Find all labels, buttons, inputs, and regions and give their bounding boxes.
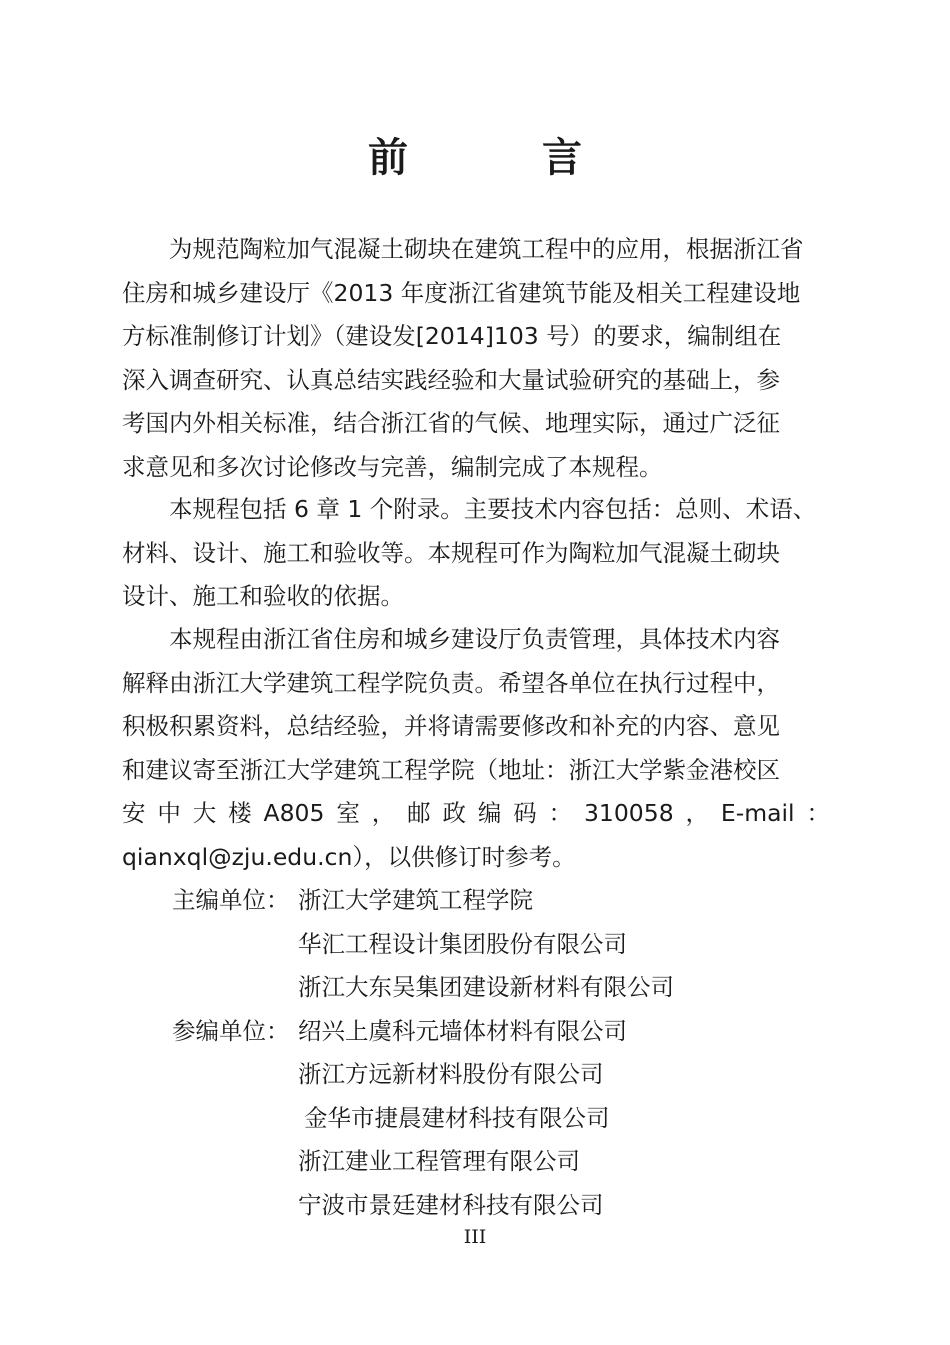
participating-unit-row — [172, 1053, 674, 1097]
participating-unit-name: 宁波市景廷建材科技有限公司 — [298, 1190, 604, 1219]
address-token: 安 — [122, 799, 146, 827]
address-token: 编 — [477, 799, 502, 827]
address-token: 楼 — [228, 799, 252, 827]
text-line: 设计、施工和验收的依据。 — [122, 582, 404, 610]
text-line: 住房和城乡建设厅《2013 年度浙江省建筑节能及相关工程建设地 — [122, 278, 801, 307]
address-line — [122, 792, 830, 836]
participating-unit-row — [172, 1097, 674, 1141]
address-token: 码 — [513, 799, 537, 827]
participating-unit-name: 金华市捷晨建材科技有限公司 — [304, 1103, 610, 1132]
paragraph-2 — [122, 488, 830, 619]
participating-label: 参编单位： — [172, 1016, 290, 1045]
page-number: III — [463, 1226, 487, 1248]
chief-unit-name: 浙江大学建筑工程学院 — [298, 886, 533, 914]
chief-editor-label: 主编单位： — [172, 886, 290, 914]
text-line: 方标准制修订计划》（建设发[2014]103 号）的要求，编制组在 — [122, 322, 782, 350]
address-token: ， — [685, 799, 710, 827]
address-token: 310058 — [583, 799, 674, 827]
text-line: 材料、设计、施工和验收等。本规程可作为陶粒加气混凝土砌块 — [122, 538, 780, 567]
chief-unit-row — [172, 923, 674, 967]
chief-unit-name: 华汇工程设计集团股份有限公司 — [298, 929, 627, 958]
address-token: ： — [548, 799, 573, 827]
text-line: 考国内外相关标准，结合浙江省的气候、地理实际，通过广泛征 — [122, 409, 780, 437]
email-line: qianxql@zju.edu.cn），以供修订时参考。 — [122, 842, 576, 871]
chief-unit-name: 浙江大东吴集团建设新材料有限公司 — [298, 973, 674, 1001]
address-token: 邮 — [407, 799, 431, 827]
address-token: 政 — [442, 799, 466, 827]
text-line: 解释由浙江大学建筑工程学院负责。希望各单位在执行过程中， — [122, 668, 780, 697]
text-line: 积极积累资料，总结经验，并将请需要修改和补充的内容、意见 — [122, 712, 780, 740]
address-token: A805 — [263, 799, 325, 827]
text-line: 和建议寄至浙江大学建筑工程学院（地址：浙江大学紫金港校区 — [122, 755, 780, 784]
paragraph-3 — [122, 618, 830, 879]
page-title: 前 言 — [368, 135, 642, 181]
text-line: 本规程包括 6 章 1 个附录。主要技术内容包括：总则、术语、 — [169, 495, 817, 523]
address-token: 大 — [192, 799, 217, 827]
chief-unit-row — [172, 966, 674, 1010]
participating-unit-name: 绍兴上虞科元墙体材料有限公司 — [298, 1016, 627, 1045]
text-line: 深入调查研究、认真总结实践经验和大量试验研究的基础上，参 — [122, 365, 780, 394]
participating-unit-row — [172, 1140, 674, 1184]
participating-unit-name: 浙江方远新材料股份有限公司 — [298, 1060, 604, 1088]
address-token: ， — [371, 799, 396, 827]
units-block — [172, 879, 674, 1227]
address-token: 中 — [157, 799, 181, 827]
address-token: E-mail — [720, 799, 795, 827]
text-line: 为规范陶粒加气混凝土砌块在建筑工程中的应用，根据浙江省 — [169, 235, 804, 263]
participating-unit-row — [172, 1010, 674, 1054]
text-line: 求意见和多次讨论修改与完善，编制完成了本规程。 — [122, 452, 663, 481]
participating-unit-name: 浙江建业工程管理有限公司 — [298, 1147, 580, 1175]
address-token: ： — [806, 799, 830, 827]
address-token: 室 — [336, 799, 360, 827]
participating-unit-row — [172, 1184, 674, 1228]
text-line: 本规程由浙江省住房和城乡建设厅负责管理，具体技术内容 — [169, 625, 780, 653]
chief-unit-row — [172, 879, 674, 923]
paragraph-1 — [122, 228, 830, 489]
